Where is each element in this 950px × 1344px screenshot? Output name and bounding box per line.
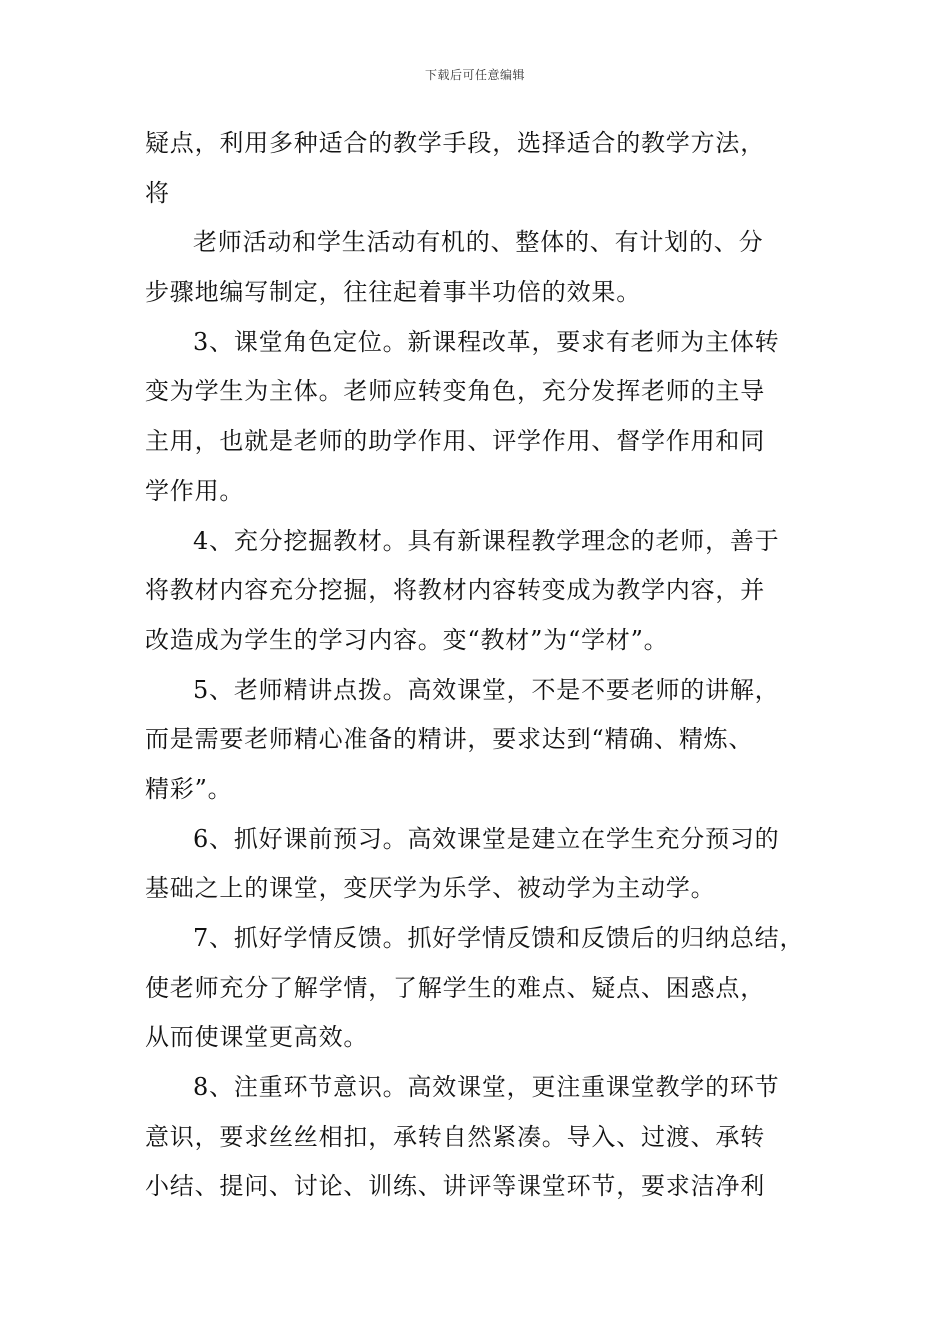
text-line: 变为学生为主体。老师应转变角色，充分发挥老师的主导 — [145, 377, 765, 406]
text-line: 疑点，利用多种适合的教学手段，选择适合的教学方法， — [145, 129, 765, 157]
text-line: 小结、提问、讨论、训练、讲评等课堂环节，要求洁净利 — [145, 1172, 765, 1201]
text-line: 主用，也就是老师的助学作用、评学作用、督学作用和同 — [145, 427, 765, 456]
text-line: 精彩”。 — [145, 774, 233, 803]
text-line: 基础之上的课堂，变厌学为乐学、被动学为主动学。 — [145, 874, 716, 903]
text-line: 6、抓好课前预习。高效课堂是建立在学生充分预习的 — [193, 824, 780, 853]
text-line: 改造成为学生的学习内容。变“教材”为“学材”。 — [145, 625, 669, 654]
text-line: 步骤地编写制定，往往起着事半功倍的效果。 — [145, 278, 641, 307]
text-line: 从而使课堂更高效。 — [145, 1023, 369, 1052]
text-line: 学作用。 — [145, 476, 245, 505]
document-body — [145, 119, 810, 1212]
text-line: 3、课堂角色定位。新课程改革，要求有老师为主体转 — [193, 327, 780, 356]
text-line: 将教材内容充分挖掘，将教材内容转变成为教学内容，并 — [145, 576, 765, 605]
text-line: 将 — [145, 178, 170, 207]
text-line: 使老师充分了解学情，了解学生的难点、疑点、困惑点， — [145, 973, 765, 1002]
text-line: 7、抓好学情反馈。抓好学情反馈和反馈后的归纳总结， — [193, 924, 805, 952]
text-line: 5、老师精讲点拨。高效课堂，不是不要老师的讲解， — [193, 675, 780, 704]
text-line: 4、充分挖掘教材。具有新课程教学理念的老师，善于 — [193, 526, 780, 555]
text-line: 意识，要求丝丝相扣，承转自然紧凑。导入、过渡、承转 — [145, 1122, 765, 1151]
page-header-note: 下载后可任意编辑 — [424, 68, 525, 82]
text-line: 而是需要老师精心准备的精讲，要求达到“精确、精炼、 — [145, 725, 754, 754]
text-line: 8、注重环节意识。高效课堂，更注重课堂教学的环节 — [193, 1073, 780, 1102]
text-line: 老师活动和学生活动有机的、整体的、有计划的、分 — [193, 228, 764, 257]
